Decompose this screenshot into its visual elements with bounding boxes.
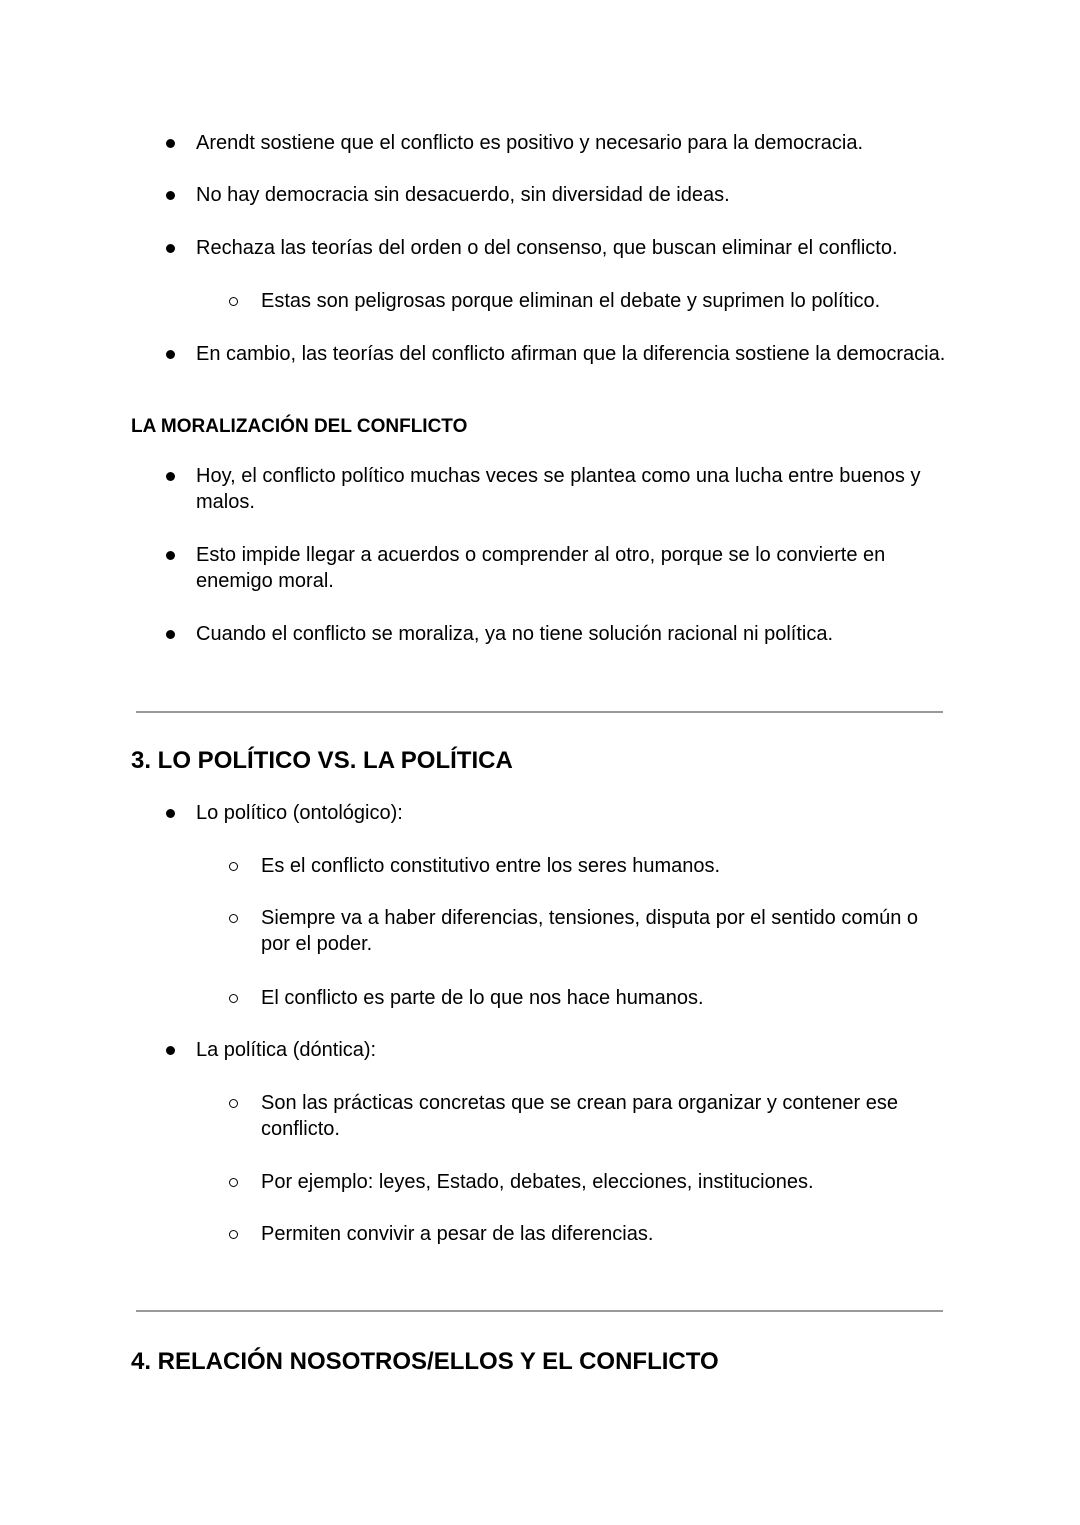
list-item-text: Arendt sostiene que el conflicto es positivo y necesario para la democracia. [196,132,864,154]
list-subitem [261,905,941,957]
list-subitem-text: Por ejemplo: leyes, Estado, debates, elecciones, instituciones. [261,1171,814,1193]
list-subitem [261,1221,941,1247]
list-subitem-text: Estas son peligrosas porque eliminan el debate y suprimen lo político. [261,290,881,312]
list-subitem-text: Son las prácticas concretas que se crean para organizar y contener ese conflicto. [261,1092,899,1140]
list-item-text: No hay democracia sin desacuerdo, sin diversidad de ideas. [196,184,730,206]
list-subitem-text: Es el conflicto constitutivo entre los seres humanos. [261,855,721,877]
bullet-dot-icon [166,551,175,560]
list-subitem-text: Siempre va a haber diferencias, tensiones, disputa por el sentido común o por el poder. [261,907,919,955]
list-subitem-text: El conflicto es parte de lo que nos hace humanos. [261,987,704,1009]
list-item-text: Hoy, el conflicto político muchas veces se plantea como una lucha entre buenos y malos. [196,465,921,513]
list-item [196,542,951,594]
list-item [196,182,951,208]
bullet-circle-icon [229,1230,238,1239]
subheading-moralizacion: LA MORALIZACIÓN DEL CONFLICTO [131,416,468,437]
bullet-dot-icon [166,139,175,148]
list-subitem [261,985,941,1011]
list-item [196,235,951,261]
bullet-dot-icon [166,1046,175,1055]
list-subitem [261,1090,941,1142]
bullet-dot-icon [166,244,175,253]
bullet-circle-icon [229,862,238,871]
bullet-circle-icon [229,297,238,306]
list-item-text: Rechaza las teorías del orden o del consenso, que buscan eliminar el conflicto. [196,237,898,259]
bullet-dot-icon [166,472,175,481]
list-item-text: Esto impide llegar a acuerdos o comprender al otro, porque se lo convierte en enemigo moral. [196,544,886,592]
section-4-title: 4. RELACIÓN NOSOTROS/ELLOS Y EL CONFLICTO [131,1348,719,1375]
list-subitem-text: Permiten convivir a pesar de las diferencias. [261,1223,654,1245]
horizontal-divider [136,1310,943,1312]
bullet-circle-icon [229,1178,238,1187]
list-item [196,130,951,156]
list-item-text: La política (dóntica): [196,1039,377,1061]
list-item [196,463,951,515]
list-item [196,621,951,647]
bullet-circle-icon [229,1099,238,1108]
list-item [196,341,951,367]
list-subitem [261,1169,941,1195]
bullet-dot-icon [166,809,175,818]
list-item-text: En cambio, las teorías del conflicto afirman que la diferencia sostiene la democracia. [196,343,946,365]
bullet-dot-icon [166,630,175,639]
list-subitem [261,853,941,879]
horizontal-divider [136,711,943,713]
list-item [196,800,951,826]
bullet-dot-icon [166,191,175,200]
list-subitem [261,288,941,314]
section-3-title: 3. LO POLÍTICO VS. LA POLÍTICA [131,747,513,774]
bullet-dot-icon [166,350,175,359]
list-item [196,1037,951,1063]
list-item-text: Cuando el conflicto se moraliza, ya no tiene solución racional ni política. [196,623,834,645]
bullet-circle-icon [229,994,238,1003]
list-item-text: Lo político (ontológico): [196,802,403,824]
bullet-circle-icon [229,914,238,923]
